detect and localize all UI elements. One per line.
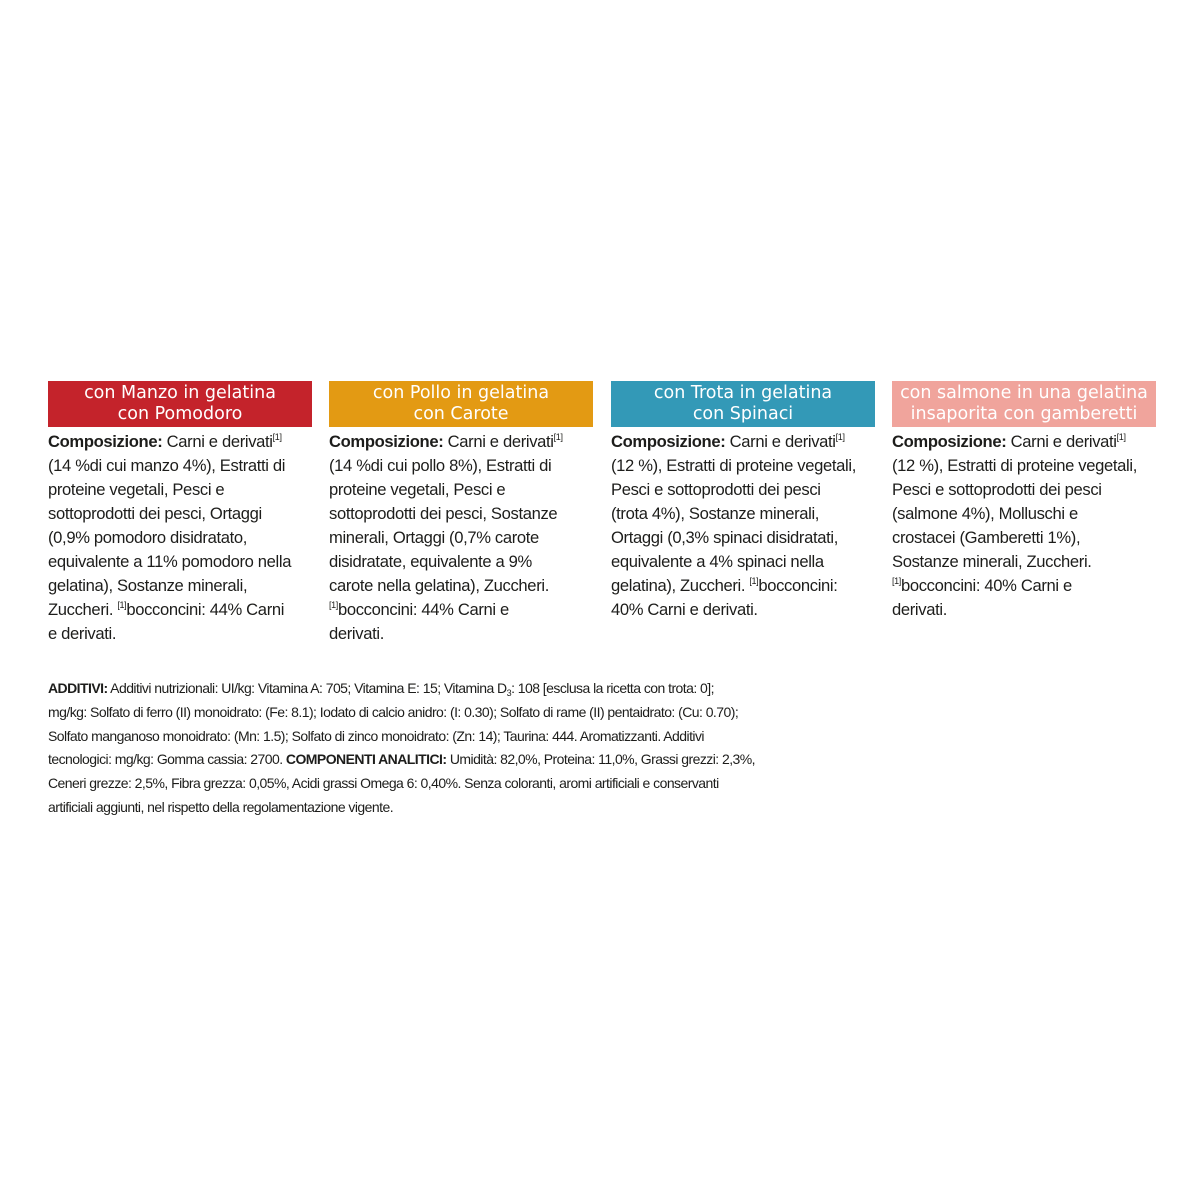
recipe-header-banner xyxy=(48,381,312,427)
composition-line: (salmone 4%), Molluschi e xyxy=(892,504,1078,523)
composition-line: Pesci e sottoprodotti dei pesci xyxy=(611,480,821,499)
subscript-index: 3 xyxy=(506,688,512,698)
composition-line: minerali, Ortaggi (0,7% carote xyxy=(329,528,539,547)
composition-text xyxy=(892,430,1156,622)
footnote-marker: [1] xyxy=(892,576,901,586)
footnote-marker: [1] xyxy=(553,432,563,442)
recipe-header-line: con Pomodoro xyxy=(117,404,243,424)
composition-line: (12 %), Estratti di proteine vegetali, xyxy=(611,456,856,475)
footnote-marker: [1] xyxy=(835,432,845,442)
additives-text: mg/kg: Solfato di ferro (II) monoidrato: (Fe: 8.1); Iodato di calcio anidro: (I: 0.30); Solfato di rame (II) pentaidrato: (Cu: 0.70); xyxy=(48,703,739,720)
composition-line: gelatina), Sostanze minerali, xyxy=(48,576,248,595)
analytical-components-label: COMPONENTI ANALITICI: xyxy=(285,751,447,768)
composition-line: derivati. xyxy=(892,600,947,619)
recipe-header-line: con Carote xyxy=(413,404,509,424)
recipe-header-line: con Manzo in gelatina xyxy=(84,383,276,403)
recipe-column-salmone xyxy=(892,381,1156,622)
composition-text xyxy=(611,430,875,622)
composition-line: disidratate, equivalente a 9% xyxy=(329,552,532,571)
composition-line: (12 %), Estratti di proteine vegetali, xyxy=(892,456,1137,475)
footnote-marker: [1] xyxy=(117,600,127,610)
composition-line: Carni e derivati xyxy=(443,432,554,451)
recipe-header-line: con Trota in gelatina xyxy=(653,383,833,403)
composition-line: Carni e derivati xyxy=(162,432,273,451)
recipe-column-trota xyxy=(611,381,875,622)
composition-label: Composizione: xyxy=(329,432,444,451)
composition-line: equivalente a 11% pomodoro nella xyxy=(48,552,292,571)
composition-line: e derivati. xyxy=(48,624,117,643)
composition-line: 40% Carni e derivati. xyxy=(611,600,758,619)
composition-line: carote nella gelatina), Zuccheri. xyxy=(329,576,549,595)
recipe-header-banner xyxy=(892,381,1156,427)
additives-paragraph xyxy=(48,677,828,820)
composition-line: Ortaggi (0,3% spinaci disidratati, xyxy=(611,528,838,547)
recipe-column-pollo xyxy=(329,381,593,646)
recipe-header-line: insaporita con gamberetti xyxy=(910,404,1138,424)
additives-text: Ceneri grezze: 2,5%, Fibra grezza: 0,05%, Acidi grassi Omega 6: 0,40%. Senza coloranti, aromi artificiali e conservanti xyxy=(48,775,719,792)
composition-line: Carni e derivati xyxy=(725,432,836,451)
additives-text: Umidità: 82,0%, Proteina: 11,0%, Grassi grezzi: 2,3%, xyxy=(446,751,756,768)
composition-line: (0,9% pomodoro disidratato, xyxy=(48,528,248,547)
composition-text xyxy=(48,430,312,646)
composition-line: Zuccheri. xyxy=(48,600,118,619)
composition-line: sottoprodotti dei pesci, Ortaggi xyxy=(48,504,262,523)
additives-text: tecnologici: mg/kg: Gomma cassia: 2700. xyxy=(48,751,286,768)
additives-text: Solfato manganoso monoidrato: (Mn: 1.5); Solfato di zinco monoidrato: (Zn: 14); Taurina: 444. Aromatizzanti. Additivi xyxy=(48,727,704,744)
composition-line: sottoprodotti dei pesci, Sostanze xyxy=(329,504,558,523)
footnote-marker: [1] xyxy=(1116,432,1126,442)
composition-line: proteine vegetali, Pesci e xyxy=(48,480,225,499)
additives-text: : 108 [esclusa la ricetta con trota: 0]; xyxy=(511,680,714,696)
recipe-header-banner xyxy=(329,381,593,427)
composition-line: Pesci e sottoprodotti dei pesci xyxy=(892,480,1102,499)
composition-line: Sostanze minerali, Zuccheri. xyxy=(892,552,1092,571)
composition-line: derivati. xyxy=(329,624,384,643)
composition-line: bocconcini: xyxy=(758,576,838,595)
composition-line: crostacei (Gamberetti 1%), xyxy=(892,528,1081,547)
composition-label: Composizione: xyxy=(48,432,163,451)
composition-line: equivalente a 4% spinaci nella xyxy=(611,552,824,571)
composition-line: (14 %di cui pollo 8%), Estratti di xyxy=(329,456,552,475)
composition-line: (14 %di cui manzo 4%), Estratti di xyxy=(48,456,286,475)
footnote-marker: [1] xyxy=(272,432,282,442)
footnote-marker: [1] xyxy=(749,576,759,586)
recipe-header-line: con Pollo in gelatina xyxy=(372,383,550,403)
composition-text xyxy=(329,430,593,646)
recipe-columns xyxy=(48,381,1156,651)
composition-line: proteine vegetali, Pesci e xyxy=(329,480,506,499)
composition-line: Carni e derivati xyxy=(1006,432,1117,451)
recipe-header-line: con salmone in una gelatina xyxy=(900,383,1148,403)
composition-line: bocconcini: 40% Carni e xyxy=(900,576,1072,595)
recipe-column-manzo xyxy=(48,381,312,646)
composition-line: bocconcini: 44% Carni xyxy=(126,600,285,619)
composition-line: bocconcini: 44% Carni e xyxy=(337,600,509,619)
recipe-header-banner xyxy=(611,381,875,427)
recipe-header-line: con Spinaci xyxy=(692,404,794,424)
footnote-marker: [1] xyxy=(329,600,338,610)
additives-text: artificiali aggiunti, nel rispetto della regolamentazione vigente. xyxy=(48,798,394,815)
composition-line: (trota 4%), Sostanze minerali, xyxy=(611,504,820,523)
composition-label: Composizione: xyxy=(611,432,726,451)
composition-line: gelatina), Zuccheri. xyxy=(611,576,750,595)
additives-text: Additivi nutrizionali: UI/kg: Vitamina A: 705; Vitamina E: 15; Vitamina D xyxy=(107,680,507,696)
additives-label: ADDITIVI: xyxy=(48,680,108,696)
composition-label: Composizione: xyxy=(892,432,1007,451)
